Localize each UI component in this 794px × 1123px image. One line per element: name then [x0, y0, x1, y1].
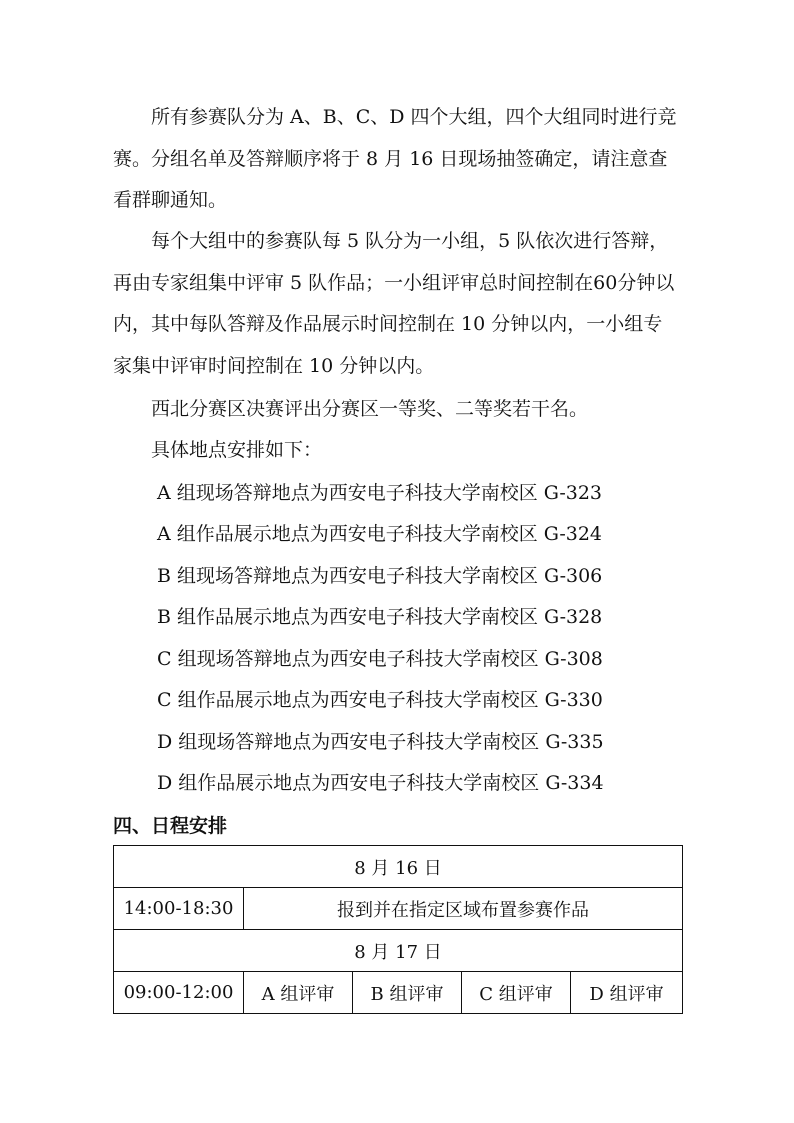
- paragraph-grouping: 所有参赛队分为 A、B、C、D 四个大组，四个大组同时进行竞赛。分组名单及答辩顺序将于 8 月 16 日现场抽签确定，请注意查看群聊通知。: [113, 106, 677, 211]
- location-line: A 组作品展示地点为西安电子科技大学南校区 G-324: [157, 523, 603, 545]
- location-line: C 组现场答辩地点为西安电子科技大学南校区 G-308: [157, 648, 603, 670]
- time-cell: 09:00-12:00: [114, 972, 244, 1014]
- group-review-cell: A 组评审: [244, 972, 353, 1014]
- paragraph-awards: 西北分赛区决赛评出分赛区一等奖、二等奖若干名。: [151, 398, 589, 420]
- section-heading: 四、日程安排: [113, 815, 228, 837]
- table-row: [114, 930, 683, 972]
- group-review-cell: B 组评审: [353, 972, 462, 1014]
- group-review-cell: C 组评审: [462, 972, 571, 1014]
- day-header-cell: 8 月 17 日: [114, 930, 683, 972]
- group-review-cell: D 组评审: [571, 972, 683, 1014]
- table-row: [114, 888, 683, 930]
- activity-cell: 报到并在指定区域布置参赛作品: [244, 888, 683, 930]
- table-row: [114, 972, 683, 1014]
- table-row: [114, 846, 683, 888]
- paragraph-location-intro: 具体地点安排如下：: [151, 439, 323, 461]
- schedule-table: [113, 845, 683, 1014]
- paragraph-subgroups: 每个大组中的参赛队每 5 队分为一小组，5 队依次进行答辩，再由专家组集中评审 5 队作品；一小组评审总时间控制在60分钟以内，其中每队答辩及作品展示时间控制在 10 分钟以内，一小组专家集中评审时间控制在 10 分钟以内。: [113, 230, 675, 377]
- location-line: D 组现场答辩地点为西安电子科技大学南校区 G-335: [157, 731, 604, 753]
- day-header-cell: 8 月 16 日: [114, 846, 683, 888]
- location-line: A 组现场答辩地点为西安电子科技大学南校区 G-323: [157, 482, 603, 504]
- location-line: B 组现场答辩地点为西安电子科技大学南校区 G-306: [157, 565, 603, 587]
- time-cell: 14:00-18:30: [114, 888, 244, 930]
- location-line: B 组作品展示地点为西安电子科技大学南校区 G-328: [157, 606, 603, 628]
- location-line: C 组作品展示地点为西安电子科技大学南校区 G-330: [157, 689, 603, 711]
- location-line: D 组作品展示地点为西安电子科技大学南校区 G-334: [157, 772, 604, 794]
